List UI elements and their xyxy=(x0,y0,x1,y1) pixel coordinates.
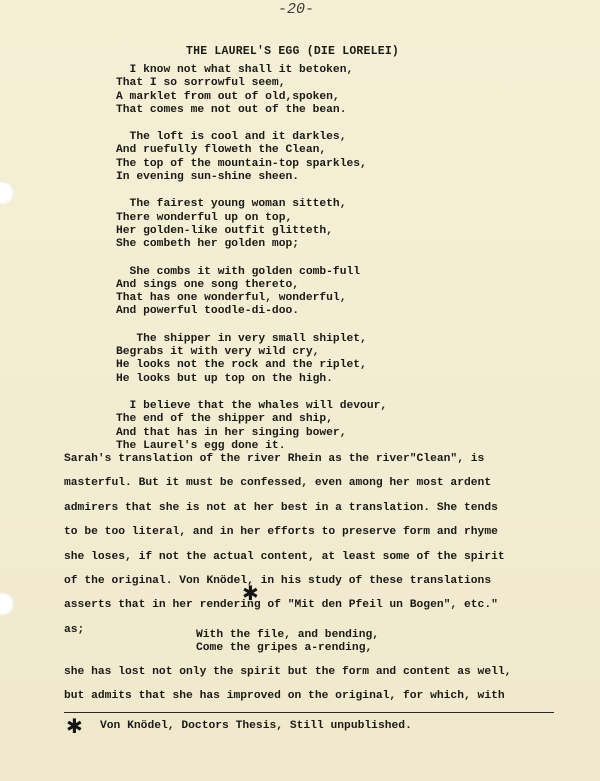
punch-hole xyxy=(0,593,14,615)
poem-line: The fairest young woman sitteth, xyxy=(116,198,347,211)
prose-line: asserts that in her rendering of "Mit den Pfeil un Bogen", etc." xyxy=(64,599,498,612)
poem-line: The loft is cool and it darkles, xyxy=(116,131,347,144)
poem-line: And that has in her singing bower, xyxy=(116,426,347,439)
poem-line: And powerful toodle-di-doo. xyxy=(116,305,300,318)
poem-line: He looks not the rock and the riplet, xyxy=(116,359,367,372)
poem-line: And sings one song thereto, xyxy=(116,278,300,291)
prose-line: of the original. Von Knödel, in his study of these translations xyxy=(64,574,492,587)
footnote-star-icon: ✱ xyxy=(66,714,83,738)
footnote-text: Von Knödel, Doctors Thesis, Still unpublished. xyxy=(100,720,412,732)
poem-line: The end of the shipper and ship, xyxy=(116,413,333,426)
prose-continuation xyxy=(64,660,564,709)
poem-stanza xyxy=(116,266,436,319)
prose-paragraph xyxy=(64,447,564,642)
prose-line: but admits that she has improved on the original, for which, with xyxy=(64,690,505,703)
prose-line: to be too literal, and in her efforts to preserve form and rhyme xyxy=(64,526,498,539)
quoted-verse xyxy=(196,629,379,655)
poem-title: THE LAUREL'S EGG (DIE LORELEI) xyxy=(186,45,400,58)
poem-line: Begrabs it with very wild cry, xyxy=(116,346,320,359)
prose-line: Sarah's translation of the river Rhein as the river"Clean", is xyxy=(64,453,485,465)
footnote-marker-icon: ✱ xyxy=(242,581,259,605)
poem-line: In evening sun-shine sheen. xyxy=(116,171,300,184)
quote-line: With the file, and bending, xyxy=(196,629,380,641)
poem-line: The shipper in very small shiplet, xyxy=(116,332,367,345)
page-number: -20- xyxy=(277,1,314,18)
poem-line: And ruefully floweth the Clean, xyxy=(116,144,327,157)
poem-stanza xyxy=(116,131,436,184)
footnote-divider xyxy=(64,712,554,713)
poem-line: That has one wonderful, wonderful, xyxy=(116,292,347,305)
prose-line: she has lost not only the spirit but the form and content as well, xyxy=(64,666,512,678)
poem xyxy=(116,64,436,467)
punch-hole xyxy=(0,182,14,204)
poem-stanza xyxy=(116,400,436,453)
poem-stanza xyxy=(116,64,436,117)
quote-line: Come the gripes a-rending, xyxy=(196,642,373,654)
poem-line: The top of the mountain-top sparkles, xyxy=(116,157,367,170)
poem-line: She combeth her golden mop; xyxy=(116,238,300,251)
poem-line: I know not what shall it betoken, xyxy=(116,64,354,76)
poem-stanza xyxy=(116,198,436,251)
poem-line: There wonderful up on top, xyxy=(116,211,293,224)
prose-line: admirers that she is not at her best in a translation. She tends xyxy=(64,501,498,514)
poem-line: The Laurel's egg done it. xyxy=(116,439,286,452)
poem-line: She combs it with golden comb-full xyxy=(116,265,361,278)
poem-line: That I so sorrowful seem, xyxy=(116,77,286,90)
poem-stanza xyxy=(116,333,436,386)
poem-line: That comes me not out of the bean. xyxy=(116,103,347,116)
poem-line: A marklet from out of old,spoken, xyxy=(116,90,340,103)
poem-line: I believe that the whales will devour, xyxy=(116,399,388,412)
prose-line: masterful. But it must be confessed, even among her most ardent xyxy=(64,477,492,490)
poem-line: He looks but up top on the high. xyxy=(116,372,333,385)
prose-line: as; xyxy=(64,623,85,636)
poem-line: Her golden-like outfit glitteth, xyxy=(116,224,333,237)
prose-line: she loses, if not the actual content, at least some of the spirit xyxy=(64,550,505,563)
